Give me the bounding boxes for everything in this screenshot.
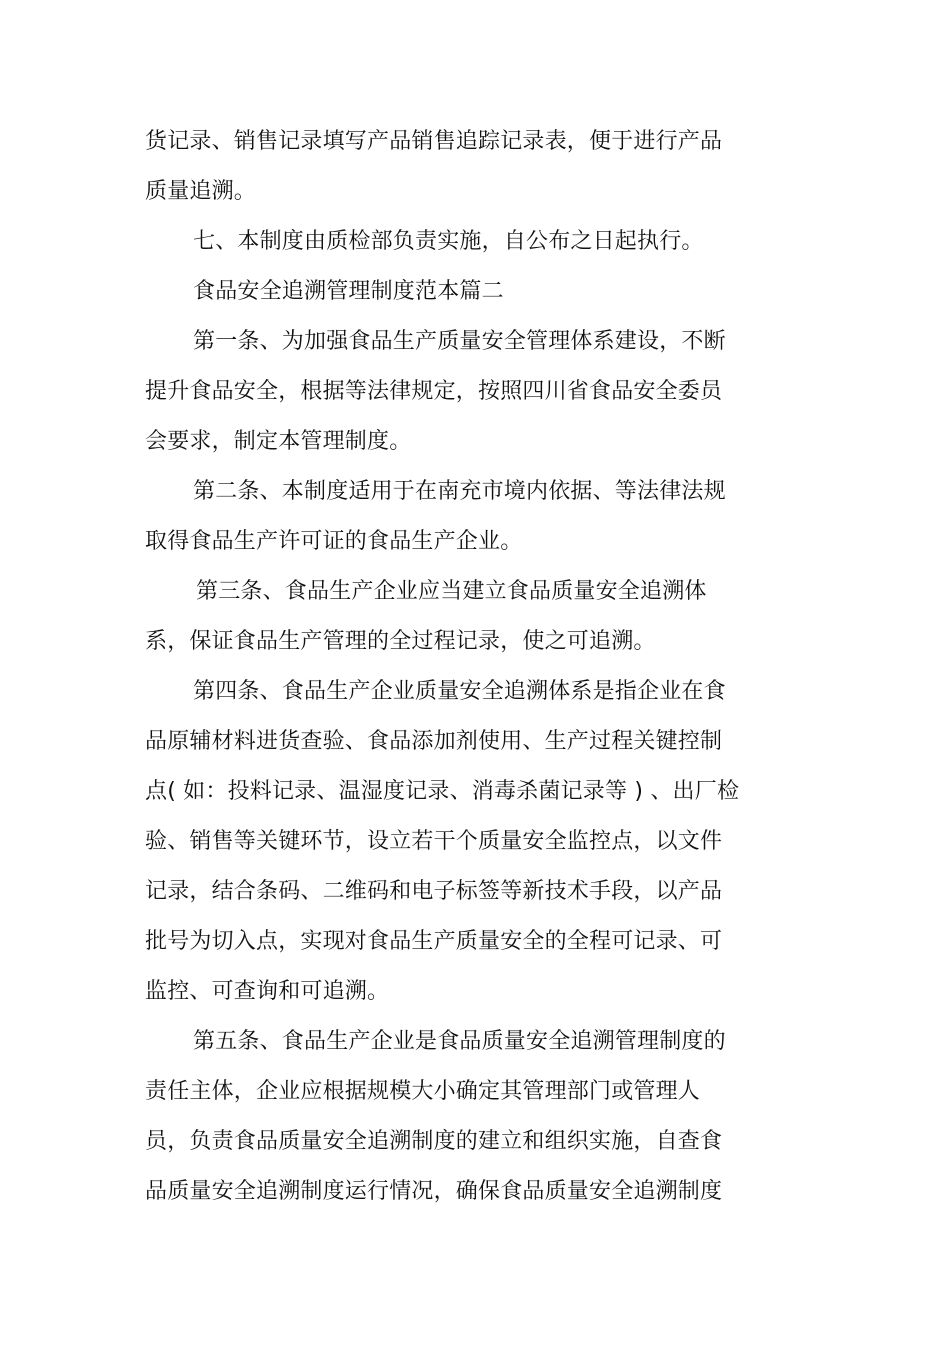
text-line: 批号为切入点，实现对食品生产质量安全的全程可记录、可	[145, 929, 723, 954]
text-line: 第一条、为加强食品生产质量安全管理体系建设，不断	[193, 329, 726, 354]
text-line: 验、销售等关键环节，设立若干个质量安全监控点，以文件	[145, 829, 723, 854]
text-line: 第五条、食品生产企业是食品质量安全追溯管理制度的	[193, 1029, 726, 1054]
text-line: 责任主体，企业应根据规模大小确定其管理部门或管理人	[145, 1079, 701, 1104]
text-line: 质量追溯。	[145, 179, 257, 204]
text-line: 品质量安全追溯制度运行情况，确保食品质量安全追溯制度	[145, 1179, 723, 1204]
text-line: 提升食品安全，根据等法律规定，按照四川省食品安全委员	[145, 379, 723, 404]
text-line: 货记录、销售记录填写产品销售追踪记录表，便于进行产品	[145, 129, 723, 154]
text-line: 系，保证食品生产管理的全过程记录，使之可追溯。	[145, 629, 656, 654]
text-line: 点( 如：投料记录、温湿度记录、消毒杀菌记录等 ) 、出厂检	[145, 779, 740, 804]
text-line: 第四条、食品生产企业质量安全追溯体系是指企业在食	[193, 679, 726, 704]
text-line: 会要求，制定本管理制度。	[145, 429, 412, 454]
text-line: 员，负责食品质量安全追溯制度的建立和组织实施，自查食	[145, 1129, 723, 1154]
text-line: 品原辅材料进货查验、食品添加剂使用、生产过程关键控制	[145, 729, 723, 754]
text-line: 第三条、食品生产企业应当建立食品质量安全追溯体	[196, 579, 707, 604]
text-line: 记录，结合条码、二维码和电子标签等新技术手段，以产品	[145, 879, 723, 904]
section-heading: 食品安全追溯管理制度范本篇二	[193, 279, 504, 304]
text-line: 七、本制度由质检部负责实施，自公布之日起执行。	[193, 229, 704, 254]
text-line: 第二条、本制度适用于在南充市境内依据、等法律法规	[193, 479, 726, 504]
text-line: 取得食品生产许可证的食品生产企业。	[145, 529, 523, 554]
text-line: 监控、可查询和可追溯。	[145, 979, 390, 1004]
